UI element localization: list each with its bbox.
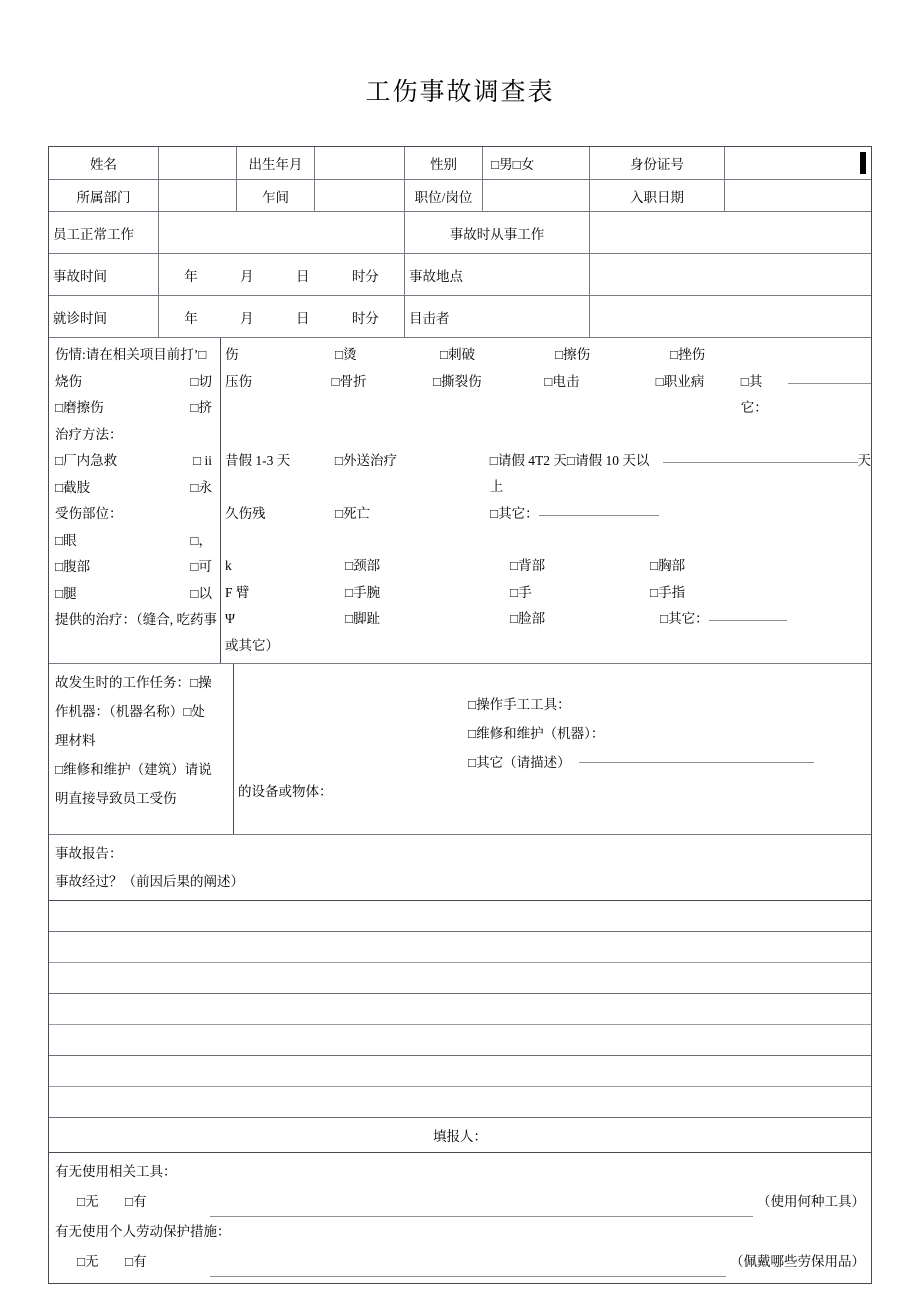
unit-year: 年 <box>184 268 198 284</box>
field-normal-work[interactable] <box>159 212 405 253</box>
field-department[interactable] <box>159 180 237 211</box>
ppe-hint: （佩戴哪些劳保用品） <box>730 1254 865 1269</box>
label-accident-place: 事故地点 <box>405 254 590 295</box>
reporter-signature-row[interactable] <box>49 1118 871 1153</box>
label-department: 所属部门 <box>49 180 159 211</box>
injury-puncture-checkbox[interactable]: □刺破 <box>440 347 476 362</box>
unit-year: 年 <box>184 310 198 326</box>
ppe-detail-input[interactable] <box>210 1257 726 1277</box>
injury-right-column <box>221 338 871 663</box>
injury-instruction: 伤情:请在相关项目前打’□ <box>55 347 207 362</box>
body-part-other-checkbox[interactable]: □其它： <box>660 611 709 626</box>
treatment-leave-options[interactable]: □请假 4T2 天□请假 10 天以上 <box>489 452 650 494</box>
injury-laceration-checkbox[interactable]: □撕裂伤 <box>433 373 482 389</box>
body-part-0-0: k <box>225 558 232 573</box>
treatment-option-checkbox[interactable]: □ ii <box>192 453 212 468</box>
injury-crush-checkbox[interactable]: □挤 <box>190 400 212 415</box>
injury-type-0-0: 伤 <box>225 347 239 362</box>
label-normal-work: 员工正常工作 <box>49 212 159 253</box>
reporter-label: 填报人： <box>433 1129 487 1144</box>
injury-type-row <box>225 342 871 369</box>
body-part-arm: F 臂 <box>225 584 250 600</box>
body-part-title: 受伤部位： <box>55 506 123 521</box>
accident-report-prompt: 事故经过？（前因后果的阐述） <box>55 874 244 889</box>
body-part-row <box>225 580 871 607</box>
table-row <box>49 296 871 338</box>
injury-left-column <box>49 338 221 663</box>
injury-scald-checkbox[interactable]: □烫 <box>335 347 357 362</box>
label-visit-time: 就诊时间 <box>49 296 159 337</box>
ppe-no-checkbox[interactable]: □无 <box>77 1254 99 1269</box>
task-other-row <box>238 748 871 777</box>
unit-month: 月 <box>240 310 254 326</box>
text-caret <box>860 152 866 174</box>
treatment-days-unit: 天 <box>857 452 871 468</box>
tools-usage-block <box>49 1153 871 1284</box>
task-left-line: 理材料 <box>55 733 96 748</box>
page-title: 工伤事故调查表 <box>365 79 555 106</box>
injury-other-checkbox[interactable]: □其它： <box>740 373 768 415</box>
ppe-yes-checkbox[interactable]: □有 <box>125 1254 147 1269</box>
label-position: 职位/岗位 <box>405 180 483 211</box>
label-accident-time: 事故时间 <box>49 254 159 295</box>
body-part-wrist-checkbox[interactable]: □手腕 <box>345 584 381 600</box>
treatment-other-checkbox[interactable]: □其它： <box>490 505 539 521</box>
unit-hour-minute: 时分 <box>351 268 379 284</box>
treatment-disability[interactable]: 久伤残 <box>225 505 266 521</box>
report-blank-line[interactable] <box>49 1056 871 1087</box>
treatment-other-input[interactable] <box>539 501 659 516</box>
field-visit-time[interactable] <box>159 296 405 337</box>
injury-cut-checkbox[interactable]: □切 <box>190 373 212 389</box>
field-accident-time[interactable] <box>159 254 405 295</box>
body-part-2-0: Ψ <box>225 611 235 626</box>
body-part-other-input[interactable] <box>709 606 787 621</box>
table-row <box>49 147 871 180</box>
label-work-at-accident: 事故时从事工作 <box>405 212 590 253</box>
field-hire-date[interactable] <box>725 180 871 211</box>
treatment-external-checkbox[interactable]: □外送治疗 <box>334 452 398 468</box>
tools-detail-input[interactable] <box>210 1197 753 1217</box>
body-part-option-checkbox[interactable]: □以 <box>190 585 212 601</box>
treatment-title: 治疗方法： <box>55 426 123 442</box>
body-part-tail-text: 或其它） <box>225 637 279 653</box>
tools-hint: （使用何种工具） <box>757 1194 865 1209</box>
body-part-eye-checkbox[interactable]: □眼 <box>55 532 77 548</box>
body-part-option-checkbox[interactable]: □， <box>190 532 212 548</box>
body-part-hand-checkbox[interactable]: □手 <box>510 584 532 600</box>
task-other-input[interactable] <box>579 748 814 763</box>
body-part-option-row[interactable] <box>55 581 220 608</box>
body-part-row <box>225 606 871 633</box>
task-handtool-checkbox[interactable]: □操作手工工具： <box>468 697 571 712</box>
task-left-column <box>49 664 234 834</box>
work-task-block <box>49 664 871 835</box>
body-part-option-row[interactable] <box>55 528 220 555</box>
table-row <box>49 180 871 212</box>
task-right-column <box>234 664 871 834</box>
label-gender: 性别 <box>405 147 483 179</box>
table-row <box>49 254 871 296</box>
unit-day: 日 <box>295 310 310 326</box>
unit-hour-minute: 时分 <box>351 310 379 326</box>
label-name: 姓名 <box>49 147 159 179</box>
treatment-option-row[interactable] <box>55 475 220 502</box>
treatment-leave-1-3-days[interactable]: 昔假 1-3 天 <box>225 452 291 468</box>
injury-scrape-checkbox[interactable]: □擦伤 <box>555 347 591 362</box>
injury-other-input[interactable] <box>788 369 871 384</box>
treatment-type-row <box>225 501 871 528</box>
label-hire-date: 入职日期 <box>590 180 725 211</box>
field-work-at-accident[interactable] <box>590 212 871 253</box>
task-other-checkbox[interactable]: □其它（请描述） <box>468 755 571 770</box>
injury-fracture-checkbox[interactable]: □骨折 <box>331 373 367 389</box>
treatment-type-row <box>225 448 871 501</box>
ppe-answer-row <box>55 1247 865 1277</box>
body-part-back-checkbox[interactable]: □背部 <box>510 558 546 573</box>
treatment-provided-text: 提供的治疗：（缝合, 吃药事 <box>55 612 217 627</box>
report-blank-line[interactable] <box>49 901 871 932</box>
tools-question: 有无使用相关工具： <box>55 1164 177 1179</box>
body-part-finger-checkbox[interactable]: □手指 <box>650 584 686 600</box>
treatment-leave-days-input[interactable] <box>663 448 858 463</box>
tools-no-checkbox[interactable]: □无 <box>77 1194 99 1209</box>
injury-electric-shock-checkbox[interactable]: □电击 <box>544 373 580 389</box>
body-part-face-checkbox[interactable]: □脸部 <box>510 611 546 626</box>
accident-report-header <box>49 835 871 901</box>
task-left-line: 故发生时的工作任务：□操 <box>55 675 212 690</box>
field-id-number[interactable] <box>725 147 871 179</box>
treatment-permanent-checkbox[interactable]: □永 <box>190 479 212 495</box>
injury-type-1-0: 压伤 <box>225 373 252 389</box>
task-left-line: 明直接导致员工受伤 <box>55 791 177 806</box>
unit-day: 日 <box>295 268 310 284</box>
report-blank-line[interactable] <box>49 932 871 963</box>
injury-burn-label: 烧伤 <box>55 373 82 389</box>
injury-occupational-disease-checkbox[interactable]: □职业病 <box>655 373 705 389</box>
gender-checkbox-group[interactable]: □男□女 <box>483 147 590 179</box>
body-part-tail-row <box>225 633 871 660</box>
treatment-onsite-firstaid-checkbox[interactable]: □厂内急救 <box>55 453 118 468</box>
field-name[interactable] <box>159 147 237 179</box>
label-witness: 目击者 <box>405 296 590 337</box>
unit-month: 月 <box>240 268 254 284</box>
field-accident-place[interactable] <box>590 254 871 295</box>
body-part-neck-checkbox[interactable]: □颈部 <box>345 558 381 573</box>
field-birth-date[interactable] <box>315 147 405 179</box>
label-id-number: 身份证号 <box>590 147 725 179</box>
report-blank-line[interactable] <box>49 1025 871 1056</box>
body-part-chest-checkbox[interactable]: □胸部 <box>650 558 686 573</box>
label-birth-date: 出生年月 <box>237 147 315 179</box>
report-blank-line[interactable] <box>49 1087 871 1118</box>
task-machine-maintenance-checkbox[interactable]: □维修和维护（机器）： <box>468 726 605 741</box>
injury-abrasion-checkbox[interactable]: □磨擦伤 <box>55 400 104 415</box>
injury-contusion-checkbox[interactable]: □挫伤 <box>670 347 706 362</box>
field-workshop[interactable] <box>315 180 405 211</box>
label-workshop: 乍间 <box>237 180 315 211</box>
treatment-option-row[interactable] <box>55 448 220 475</box>
injury-option-row[interactable] <box>55 369 220 396</box>
treatment-death-checkbox[interactable]: □死亡 <box>335 505 371 521</box>
table-row <box>49 212 871 254</box>
tools-yes-checkbox[interactable]: □有 <box>125 1194 147 1209</box>
body-part-toe-checkbox[interactable]: □脚趾 <box>345 611 381 626</box>
injury-investigation-form <box>48 146 872 1284</box>
task-equipment-label: 的设备或物体： <box>238 784 333 799</box>
field-position[interactable] <box>483 180 590 211</box>
body-part-abdomen-checkbox[interactable]: □腹部 <box>55 559 91 574</box>
body-part-leg-checkbox[interactable]: □腿 <box>55 585 77 601</box>
injury-details-block <box>49 338 871 664</box>
report-blank-line[interactable] <box>49 963 871 994</box>
body-part-option-checkbox[interactable]: □可 <box>190 559 212 574</box>
field-witness[interactable] <box>590 296 871 337</box>
task-left-line: 作机器：（机器名称）□处 <box>55 704 205 719</box>
body-part-row <box>225 553 871 580</box>
report-blank-line[interactable] <box>49 994 871 1025</box>
tools-answer-row <box>55 1187 865 1217</box>
injury-option-row[interactable] <box>55 395 220 422</box>
task-left-line: □维修和维护（建筑）请说 <box>55 762 212 777</box>
ppe-question: 有无使用个人劳动保护措施： <box>55 1224 231 1239</box>
accident-report-title: 事故报告： <box>55 846 123 861</box>
injury-type-row <box>225 369 871 422</box>
treatment-amputation-checkbox[interactable]: □截肢 <box>55 479 91 495</box>
body-part-option-row[interactable] <box>55 554 220 581</box>
